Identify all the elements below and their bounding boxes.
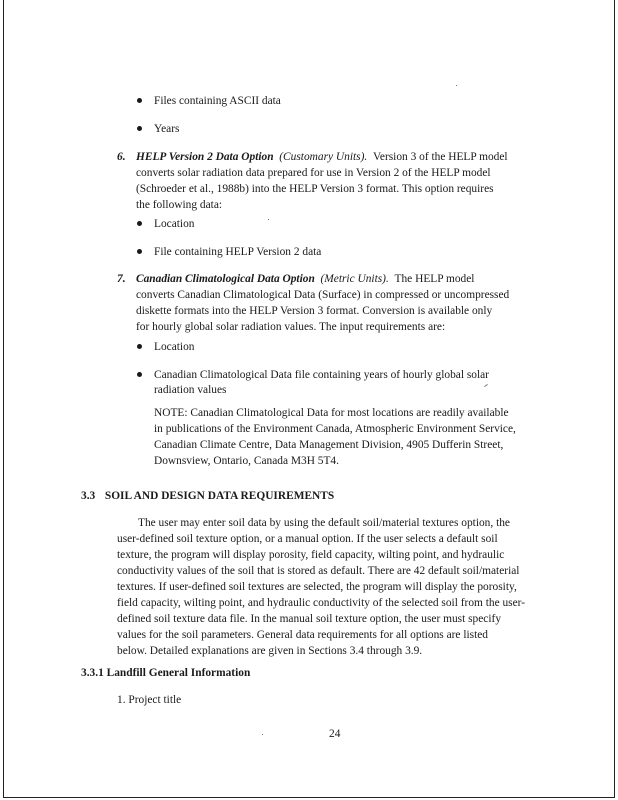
paragraph-line: defined soil texture data file. In the manual soil texture option, the user must specify bbox=[117, 613, 502, 625]
scan-speck bbox=[262, 734, 263, 735]
section-title: SOIL AND DESIGN DATA REQUIREMENTS bbox=[104, 490, 335, 502]
bullet-text: Location bbox=[154, 341, 195, 353]
bullet-dot bbox=[137, 249, 142, 254]
bullet-text: File containing HELP Version 2 data bbox=[154, 246, 322, 258]
paragraph-line: user-defined soil texture option, or a manual option. If the user selects a default soil bbox=[117, 533, 498, 545]
option-units: (Metric Units). bbox=[320, 273, 389, 285]
scan-speck bbox=[456, 85, 457, 86]
paragraph-line: below. Detailed explanations are given in Sections 3.4 through 3.9. bbox=[117, 645, 423, 657]
paragraph-line: texture, the program will display porosity, field capacity, wilting point, and hydraulic bbox=[117, 549, 505, 561]
note-line: Canadian Climate Centre, Data Management Division, 4905 Dufferin Street, bbox=[154, 439, 504, 451]
numbered-item: 1. Project title bbox=[117, 694, 182, 706]
section-heading bbox=[81, 488, 334, 504]
option-text-line: diskette formats into the HELP Version 3 format. Conversion is available only bbox=[136, 305, 493, 317]
bullet-text-cont: radiation values bbox=[154, 384, 227, 396]
option-title: Canadian Climatological Data Option bbox=[136, 273, 315, 285]
subsection-heading: 3.3.1 Landfill General Information bbox=[81, 667, 251, 679]
option-text: The HELP model bbox=[394, 273, 475, 285]
option-text-line: the following data: bbox=[136, 199, 223, 211]
option-units: (Customary Units). bbox=[279, 151, 368, 163]
paragraph-line: The user may enter soil data by using the default soil/material textures option, the bbox=[138, 517, 510, 529]
bullet-dot bbox=[137, 372, 142, 377]
option-number: 7. bbox=[117, 273, 126, 285]
option-text-line: (Schroeder et al., 1988b) into the HELP Version 3 format. This option requires bbox=[136, 183, 494, 195]
bullet-text: Location bbox=[154, 218, 195, 230]
option-heading-line bbox=[136, 271, 474, 287]
option-text-line: converts Canadian Climatological Data (Surface) in compressed or uncompressed bbox=[136, 289, 510, 301]
scan-speck bbox=[268, 219, 269, 220]
note-line: in publications of the Environment Canada, Atmospheric Environment Service, bbox=[154, 423, 516, 435]
option-text-line: for hourly global solar radiation values. The input requirements are: bbox=[136, 321, 446, 333]
bullet-text: Files containing ASCII data bbox=[154, 95, 281, 107]
bullet-dot bbox=[137, 344, 142, 349]
option-title: HELP Version 2 Data Option bbox=[136, 151, 274, 163]
paragraph-line: conductivity values of the soil that is stored as default. There are 42 default soil/material bbox=[117, 565, 520, 577]
paragraph-line: textures. If user-defined soil textures are selected, the program will display the porosity, bbox=[117, 581, 517, 593]
paragraph-line: field capacity, wilting point, and hydraulic conductivity of the selected soil from the user- bbox=[117, 597, 526, 609]
option-text: Version 3 of the HELP model bbox=[372, 151, 508, 163]
section-number: 3.3 bbox=[81, 490, 96, 502]
option-text-line: converts solar radiation data prepared for use in Version 2 of the HELP model bbox=[136, 167, 491, 179]
paragraph-line: values for the soil parameters. General data requirements for all options are listed bbox=[117, 629, 489, 641]
bullet-text: Canadian Climatological Data file containing years of hourly global solar bbox=[154, 369, 489, 381]
option-number: 6. bbox=[117, 151, 126, 163]
note-line: NOTE: Canadian Climatological Data for most locations are readily available bbox=[154, 407, 509, 419]
note-line: Downsview, Ontario, Canada M3H 5T4. bbox=[154, 455, 339, 467]
page-number: 24 bbox=[329, 728, 341, 740]
option-heading-line bbox=[136, 149, 508, 165]
bullet-dot bbox=[137, 98, 142, 103]
bullet-dot bbox=[137, 126, 142, 131]
bullet-dot bbox=[137, 221, 142, 226]
bullet-text: Years bbox=[154, 123, 180, 135]
